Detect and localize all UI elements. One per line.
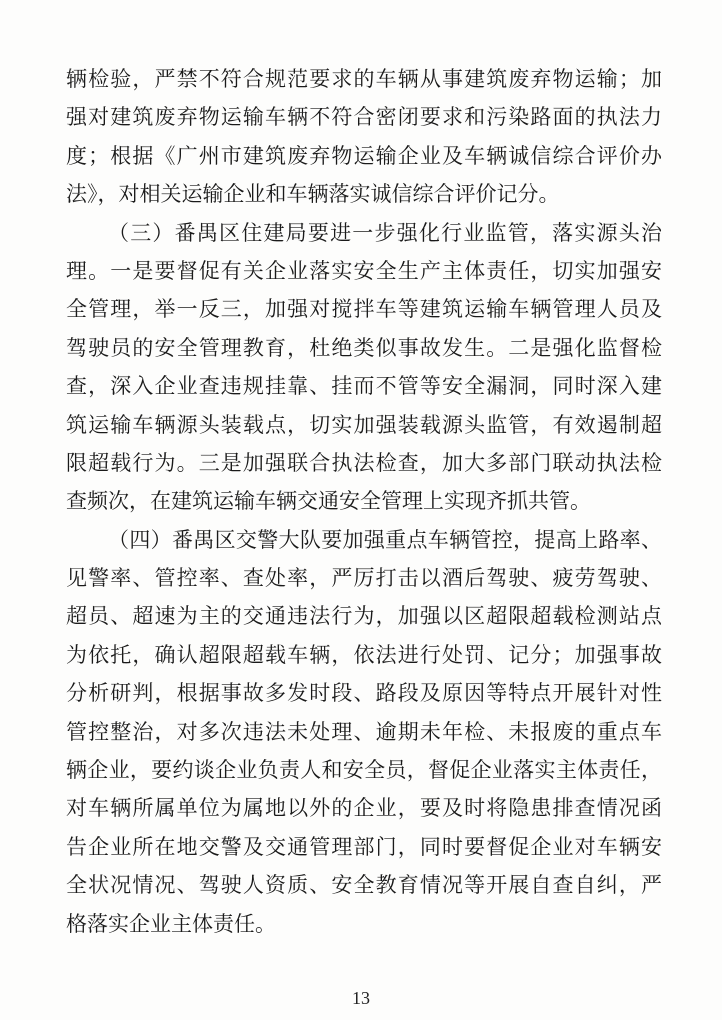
- text-line: 驾驶员的安全管理教育，杜绝类似事故发生。二是强化监督检: [66, 335, 662, 360]
- text-line: 筑运输车辆源头装载点，切实加强装载源头监管，有效遏制超: [66, 412, 662, 437]
- text-line: 超员、超速为主的交通违法行为，加强以区超限超载检测站点: [66, 604, 662, 629]
- text-line: 为依托，确认超限超载车辆，依法进行处罚、记分；加强事故: [66, 642, 662, 667]
- text-line: 分析研判，根据事故多发时段、路段及原因等特点开展针对性: [66, 681, 662, 706]
- text-line: 辆企业，要约谈企业负责人和安全员，督促企业落实主体责任，: [66, 758, 662, 783]
- text-line: 查，深入企业查违规挂靠、挂而不管等安全漏洞，同时深入建: [66, 374, 662, 399]
- text-line: （四）番禺区交警大队要加强重点车辆管控，提高上路率、: [108, 527, 662, 552]
- text-line: 辆检验，严禁不符合规范要求的车辆从事建筑废弃物运输；加: [66, 67, 662, 91]
- page-number: 13: [352, 988, 370, 1008]
- text-line: 告企业所在地交警及交通管理部门，同时要督促企业对车辆安: [66, 834, 662, 859]
- text-line: 强对建筑废弃物运输车辆不符合密闭要求和污染路面的执法力: [66, 105, 662, 130]
- text-line: 全状况情况、驾驶人资质、安全教育情况等开展自查自纠，严: [66, 873, 662, 898]
- text-line: 度；根据《广州市建筑废弃物运输企业及车辆诚信综合评价办: [66, 143, 662, 168]
- text-line: 法》，对相关运输企业和车辆落实诚信综合评价记分。: [66, 182, 560, 207]
- text-line: 查频次，在建筑运输车辆交通安全管理上实现齐抓共管。: [66, 489, 591, 514]
- text-line: 理。一是要督促有关企业落实安全生产主体责任，切实加强安: [66, 258, 662, 283]
- text-line: （三）番禺区住建局要进一步强化行业监管，落实源头治: [108, 220, 662, 245]
- text-line: 对车辆所属单位为属地以外的企业，要及时将隐患排查情况函: [66, 796, 662, 821]
- text-line: 全管理，举一反三，加强对搅拌车等建筑运输车辆管理人员及: [66, 297, 662, 322]
- text-line: 见警率、管控率、查处率，严厉打击以酒后驾驶、疲劳驾驶、: [66, 566, 662, 591]
- text-line: 格落实企业主体责任。: [66, 911, 276, 936]
- text-line: 限超载行为。三是加强联合执法检查，加大多部门联动执法检: [66, 450, 662, 475]
- body-text: [66, 60, 662, 943]
- text-line: 管控整治，对多次违法未处理、逾期未年检、未报废的重点车: [66, 719, 662, 744]
